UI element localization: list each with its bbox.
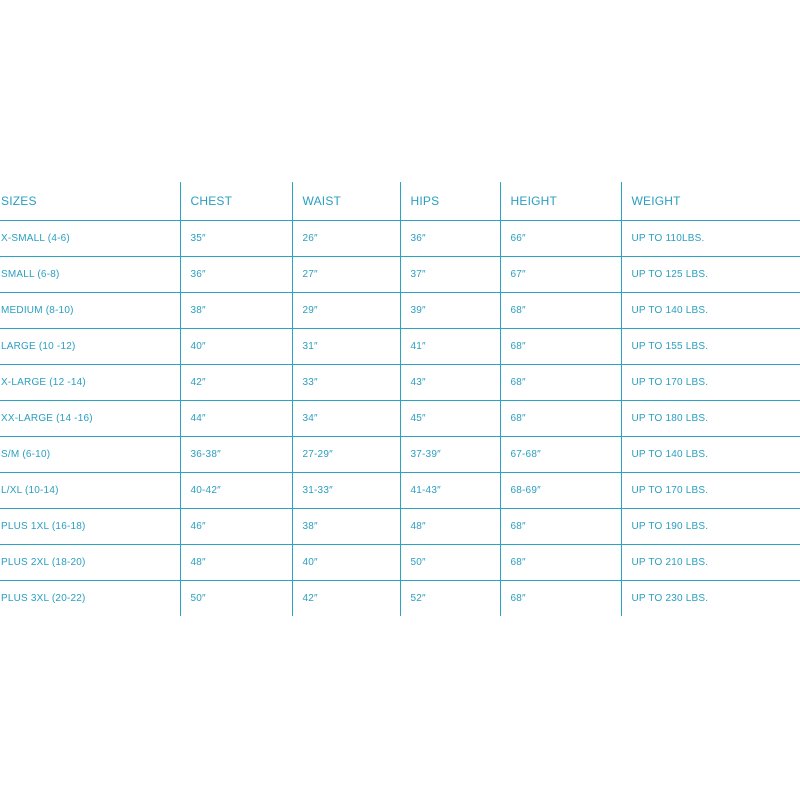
cell-weight: UP TO 125 LBS. (621, 257, 800, 293)
cell-weight: UP TO 230 LBS. (621, 581, 800, 617)
cell-size: PLUS 2XL (18-20) (0, 545, 180, 581)
cell-weight: UP TO 210 LBS. (621, 545, 800, 581)
cell-chest: 40-42″ (180, 473, 292, 509)
cell-size: MEDIUM (8-10) (0, 293, 180, 329)
cell-height: 68″ (500, 401, 621, 437)
header-waist: WAIST (292, 182, 400, 221)
cell-chest: 50″ (180, 581, 292, 617)
cell-waist: 34″ (292, 401, 400, 437)
cell-size: S/M (6-10) (0, 437, 180, 473)
cell-size: PLUS 3XL (20-22) (1, 593, 86, 604)
header-hips: HIPS (400, 182, 500, 221)
cell-weight: UP TO 155 LBS. (621, 329, 800, 365)
cell-hips: 41″ (400, 329, 500, 365)
cell-hips: 48″ (400, 509, 500, 545)
cell-weight: UP TO 190 LBS. (621, 509, 800, 545)
header-chest: CHEST (180, 182, 292, 221)
cell-size: SMALL (6-8) (0, 257, 180, 293)
header-row (0, 182, 800, 221)
cell-height: 67″ (500, 257, 621, 293)
table-row (0, 401, 800, 437)
cell-height: 68″ (500, 581, 621, 617)
header-height: HEIGHT (500, 182, 621, 221)
cell-height: 68″ (500, 365, 621, 401)
cell-hips: 37-39″ (400, 437, 500, 473)
cell-hips: 41-43″ (400, 473, 500, 509)
cell-weight: UP TO 140 LBS. (621, 437, 800, 473)
cell-size: L/XL (10-14) (0, 473, 180, 509)
cell-weight: UP TO 170 LBS. (621, 365, 800, 401)
size-rows (0, 221, 800, 617)
cell-height: 66″ (500, 221, 621, 257)
cell-size: XX-LARGE (14 -16) (0, 401, 180, 437)
cell-hips: 50″ (400, 545, 500, 581)
cell-height: 68″ (500, 509, 621, 545)
cell-waist: 31-33″ (292, 473, 400, 509)
cell-height: 68″ (500, 329, 621, 365)
header-weight: WEIGHT (621, 182, 800, 221)
cell-hips: 45″ (400, 401, 500, 437)
table-row (0, 437, 800, 473)
cell-waist: 29″ (292, 293, 400, 329)
cell-chest: 36″ (180, 257, 292, 293)
cell-waist: 31″ (292, 329, 400, 365)
cell-weight: UP TO 140 LBS. (621, 293, 800, 329)
table-row (0, 581, 800, 617)
cell-waist: 38″ (292, 509, 400, 545)
cell-waist: 27-29″ (292, 437, 400, 473)
header-sizes: SIZES (0, 182, 180, 221)
cell-waist: 27″ (292, 257, 400, 293)
cell-chest: 44″ (180, 401, 292, 437)
cell-height: 68-69″ (500, 473, 621, 509)
cell-waist: 26″ (292, 221, 400, 257)
table-row (0, 509, 800, 545)
cell-height: 67-68″ (500, 437, 621, 473)
cell-size: LARGE (10 -12) (0, 329, 180, 365)
table-row (0, 365, 800, 401)
cell-chest: 36-38″ (180, 437, 292, 473)
cell-chest: 48″ (180, 545, 292, 581)
cell-height: 68″ (500, 545, 621, 581)
cell-chest: 42″ (180, 365, 292, 401)
table-row (0, 545, 800, 581)
cell-weight: UP TO 180 LBS. (621, 401, 800, 437)
cell-chest: 35″ (180, 221, 292, 257)
cell-chest: 38″ (180, 293, 292, 329)
cell-size: X-SMALL (4-6) (0, 221, 180, 257)
cell-hips: 37″ (400, 257, 500, 293)
cell-waist: 33″ (292, 365, 400, 401)
cell-waist: 40″ (292, 545, 400, 581)
cell-chest: 46″ (180, 509, 292, 545)
cell-height: 68″ (500, 293, 621, 329)
table-row (0, 329, 800, 365)
cell-hips: 43″ (400, 365, 500, 401)
cell-size: PLUS 1XL (16-18) (0, 509, 180, 545)
cell-weight: UP TO 110LBS. (621, 221, 800, 257)
cell-hips: 52″ (400, 581, 500, 617)
cell-hips: 39″ (400, 293, 500, 329)
table-row (0, 257, 800, 293)
table-row (0, 221, 800, 257)
table-row (0, 473, 800, 509)
cell-size: X-LARGE (12 -14) (0, 365, 180, 401)
cell-chest: 40″ (180, 329, 292, 365)
table-row (0, 293, 800, 329)
cell-waist: 42″ (292, 581, 400, 617)
cell-hips: 36″ (400, 221, 500, 257)
cell-weight: UP TO 170 LBS. (621, 473, 800, 509)
size-chart-table (0, 182, 800, 616)
